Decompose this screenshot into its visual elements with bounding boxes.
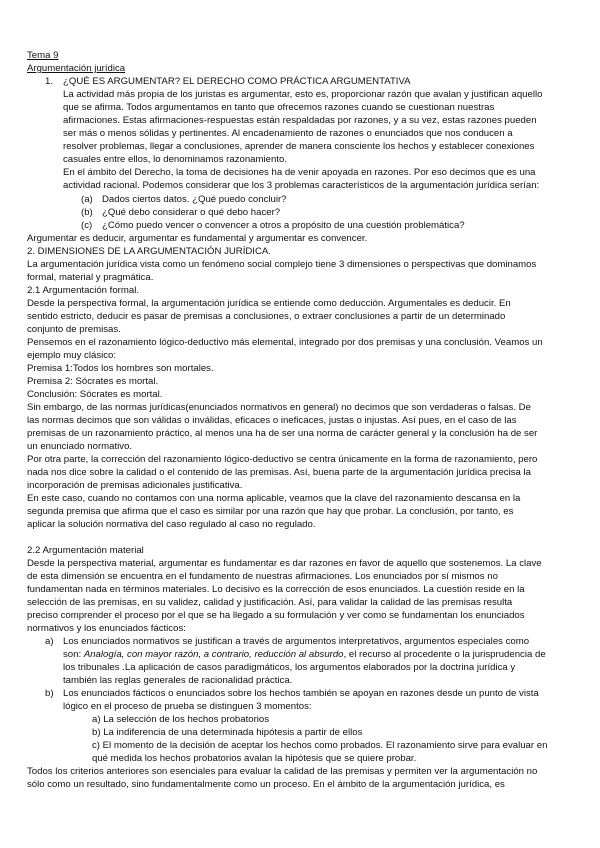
premise-1: Premisa 1:Todos los hombres son mortales. bbox=[27, 363, 214, 374]
moment-item-continuation: qué medida los hechos probatorios avalan la hipótesis que se quiere probar. bbox=[92, 753, 417, 764]
closing-line: sólo como un resultado, sino fundamentalmente como un proceso. En el ámbito de la argumentación jurídica, es bbox=[27, 779, 505, 790]
item-a-line: también las reglas generales de racionalidad práctica. bbox=[63, 675, 293, 686]
problem-marker: (a) bbox=[81, 194, 93, 205]
s22-p1-line: fundamentan nada en términos materiales. Lo decisivo es la corrección de esos enunciados. La cuestión reside en la bbox=[27, 584, 525, 595]
s2-intro-line: La argumentación jurídica vista como un fenómeno social complejo tiene 3 dimensiones o perspectivas que dominamos bbox=[27, 259, 537, 270]
s21-p3-line: un enunciado normativo. bbox=[27, 441, 133, 452]
item-a-italic: Analogía, con mayor razón, a contrario, reducción al absurdo bbox=[83, 649, 344, 660]
s1-p1-line: resolver problemas, llegar a conclusiones, aprender de manera consciente los hechos y establecer conexiones bbox=[63, 141, 535, 152]
s1-p2-line: actividad racional. Podemos considerar que los 3 problemas característicos de la argumentación jurídica serían: bbox=[63, 180, 540, 191]
s21-p1-line: sentido estricto, deducir es pasar de premisas a conclusiones, o extraer conclusiones a partir de un determinado bbox=[27, 311, 506, 322]
s21-p4-line: Por otra parte, la corrección del razonamiento lógico-deductivo se centra únicamente en la forma de razonamiento, pero bbox=[27, 454, 538, 465]
s21-p5-line: En este caso, cuando no contamos con una norma aplicable, veamos que la clave del razonamiento descansa en la bbox=[27, 493, 521, 504]
problem-marker: (c) bbox=[81, 220, 93, 231]
s21-p1-line: conjunto de premisas. bbox=[27, 324, 121, 335]
problem-marker: (b) bbox=[81, 207, 93, 218]
s22-p1-line: de esta dimensión se encuentra en el fundamento de nuestras afirmaciones. Los enunciados por sí mismos no bbox=[27, 571, 498, 582]
s21-p2-line: ejemplo muy clásico: bbox=[27, 350, 117, 361]
item-a-line-2 bbox=[63, 649, 546, 662]
item-a-line: los tribunales .La aplicación de casos paradigmáticos, los argumentos elaborados por la doctrina jurídica y bbox=[63, 662, 516, 673]
section-2-heading: 2. DIMENSIONES DE LA ARGUMENTACIÓN JURÍDICA. bbox=[27, 246, 271, 257]
s22-p1-line: selección de las premisas, en su validez, calidad y justificación. Así, para validar la calidad de las premisas resulta bbox=[27, 597, 513, 608]
s21-p3-line: premisas de un razonamiento práctico, al menos una ha de ser una norma de carácter general y la conclusión ha de ser bbox=[27, 428, 538, 439]
s21-p4-line: incorporación de premisas adicionales justificativa. bbox=[27, 480, 243, 491]
s1-p1-line: que se afirma. Todos argumentamos en tanto que ofrecemos razones cuando se cuestionan nuestras bbox=[63, 102, 495, 113]
s2-intro-line: formal, material y pragmática. bbox=[27, 272, 154, 283]
list-marker-b: b) bbox=[45, 688, 54, 699]
s1-p1-line: ser más o menos sólidas y pertinentes. Al encadenamiento de razones o enunciados que nos conducen a bbox=[63, 128, 513, 139]
problem-item: ¿Cómo puedo vencer o convencer a otros a propósito de una cuestión problemática? bbox=[102, 220, 465, 231]
item-a-prefix: son: bbox=[63, 649, 84, 660]
moment-item: c) El momento de la decisión de aceptar los hechos como probados. El razonamiento sirve para evaluar en bbox=[92, 740, 548, 751]
topic-label: Tema 9 bbox=[27, 50, 59, 61]
premise-2: Premisa 2: Sócrates es mortal. bbox=[27, 376, 159, 387]
conclusion: Conclusión: Sócrates es mortal. bbox=[27, 389, 163, 400]
s21-p5-line: aplicar la solución normativa del caso regulado al caso no regulado. bbox=[27, 519, 316, 530]
s1-p1-line: La actividad más propia de los juristas es argumentar, esto es, proporcionar razón que avalan y justifican aquello bbox=[63, 89, 543, 100]
section-1-number: 1. bbox=[45, 76, 54, 87]
s21-p5-line: segunda premisa que afirma que el caso es similar por una razón que hay que probar. La conclusión, por tanto, es bbox=[27, 506, 514, 517]
section-2-2-heading: 2.2 Argumentación material bbox=[27, 545, 144, 556]
problem-item: Dados ciertos datos. ¿Qué puedo concluir? bbox=[102, 194, 287, 205]
s21-p3-line: Sin embargo, de las normas jurídicas(enunciados normativos en general) no decimos que son verdaderas o falsas. De bbox=[27, 402, 531, 413]
problem-item: ¿Qué debo considerar o qué debo hacer? bbox=[102, 207, 281, 218]
item-a-line: Los enunciados normativos se justifican a través de argumentos interpretativos, argumentos especiales como bbox=[63, 636, 530, 647]
list-marker-a: a) bbox=[45, 636, 54, 647]
summary-line: Argumentar es deducir, argumentar es fundamental y argumentar es convencer. bbox=[27, 233, 368, 244]
item-b-line: lógico en el proceso de prueba se distinguen 3 momentos: bbox=[63, 701, 312, 712]
s21-p1-line: Desde la perspectiva formal, la argumentación jurídica se entiende como deducción. Argumentales es deducir. En bbox=[27, 298, 511, 309]
moment-item: b) La indiferencia de una determinada hipótesis a partir de ellos bbox=[92, 727, 363, 738]
s21-p4-line: nada nos dice sobre la calidad o el contenido de las premisas. Así, buena parte de la argumentación jurídica precisa la bbox=[27, 467, 531, 478]
s22-p1-line: Desde la perspectiva material, argumentar es fundamentar es dar razones en favor de aquello que sostenemos. La clave bbox=[27, 558, 542, 569]
s21-p3-line: las normas decimos que son válidas o inválidas, eficaces o ineficaces, justas o injustas. Así pues, en el caso de las bbox=[27, 415, 517, 426]
page-title: Argumentación jurídica bbox=[27, 63, 126, 74]
s22-p1-line: preciso comprender el proceso por el que se ha llegado a su formulación y ver como se fundamentan los enunciados bbox=[27, 610, 525, 621]
section-2-1-heading: 2.1 Argumentación formal. bbox=[27, 285, 139, 296]
s1-p2-line: En el ámbito del Derecho, la toma de decisiones ha de venir apoyada en razones. Por eso decimos que es una bbox=[63, 167, 536, 178]
item-a-suffix: , el recurso al procedente o la jurisprudencia de bbox=[343, 649, 546, 660]
item-b-line: Los enunciados fácticos o enunciados sobre los hechos también se apoyan en razones desde un punto de vista bbox=[63, 688, 539, 699]
moment-item: a) La selección de los hechos probatorios bbox=[92, 714, 270, 725]
s1-p1-line: afirmaciones. Estas afirmaciones-respuestas están respaldadas por razones, y a su vez, estas razones pueden bbox=[63, 115, 537, 126]
section-1-heading: ¿QUÉ ES ARGUMENTAR? EL DERECHO COMO PRÁCTICA ARGUMENTATIVA bbox=[63, 76, 411, 87]
s1-p1-line: casuales entre ellos, lo denominamos razonamiento. bbox=[63, 154, 287, 165]
s21-p2-line: Pensemos en el razonamiento lógico-deductivo más elemental, integrado por dos premisas y una conclusión. Veamos un bbox=[27, 337, 543, 348]
closing-line: Todos los criterios anteriores son esenciales para evaluar la calidad de las premisas y permiten ver la argumentación no bbox=[27, 766, 538, 777]
s22-p1-line: normativos y los enunciados fácticos: bbox=[27, 623, 186, 634]
